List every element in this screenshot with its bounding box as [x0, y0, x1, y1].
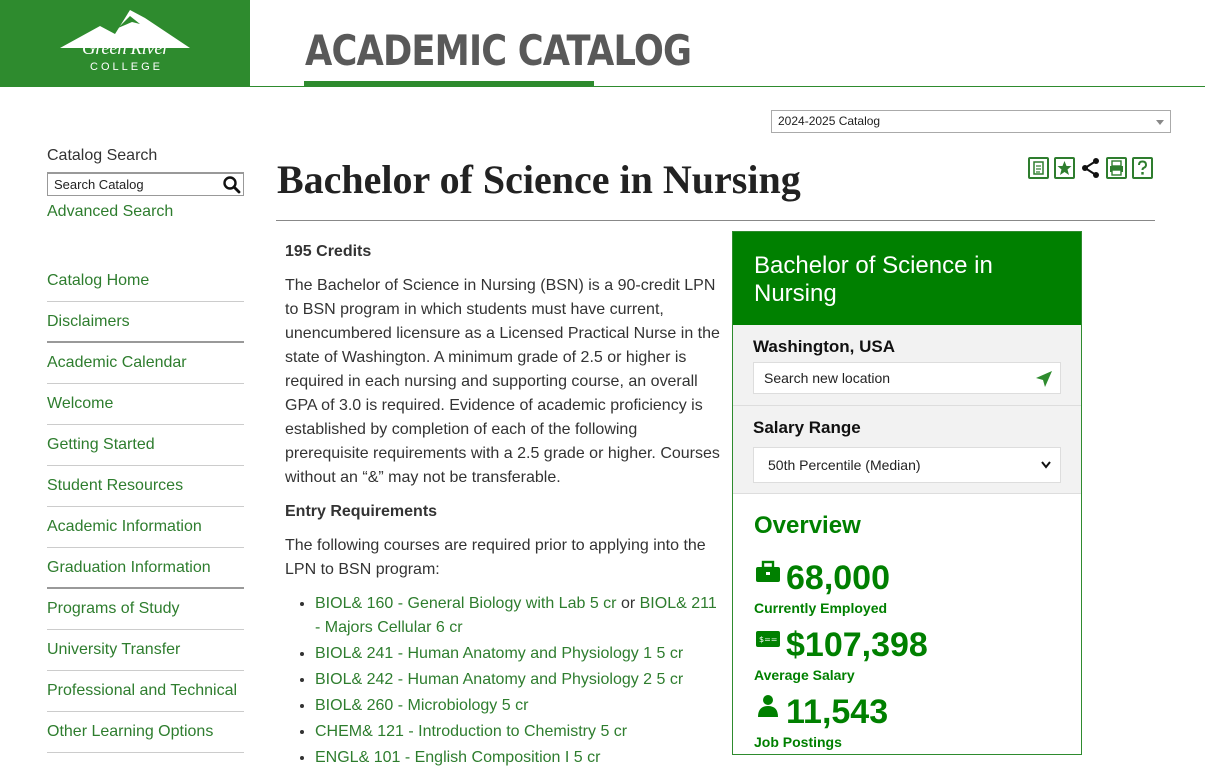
- site-header: [0, 0, 1205, 87]
- program-description: The Bachelor of Science in Nursing (BSN) is a 90-credit LPN to BSN program in which students must have current, unencumbered licensure as a Licensed Practical Nurse in the state of Washington. A minimum grade of 2.5 or higher is required in each nursing and supporting course, an overall GPA of 3.0 is required. Evidence of academic proficiency is established by completion of each of the following prerequisite requirements with a 2.5 grade or higher. Courses without an “&” may not be transferable.: [285, 277, 720, 486]
- stat-label: Currently Employed: [754, 600, 888, 616]
- advanced-search-link[interactable]: Advanced Search: [47, 203, 174, 220]
- course-link[interactable]: BIOL& 211 - Majors Cellular 6 cr: [315, 595, 717, 636]
- overview-title: Overview: [754, 512, 861, 539]
- help-button[interactable]: [1132, 157, 1153, 179]
- course-link[interactable]: BIOL& 260 - Microbiology 5 cr: [315, 697, 529, 714]
- share-icon: [1081, 157, 1101, 179]
- program-credits: 195 Credits: [285, 243, 372, 260]
- svg-text:$==: $==: [759, 635, 778, 644]
- sidebar-item-other-learning-options[interactable]: Other Learning Options: [47, 712, 244, 753]
- course-or: or: [616, 595, 640, 612]
- stat-value: 11,543: [786, 693, 889, 731]
- clipboard-icon: [1031, 160, 1046, 176]
- catalog-search-input[interactable]: [47, 172, 244, 196]
- sidebar: [47, 146, 244, 753]
- course-link[interactable]: BIOL& 242 - Human Anatomy and Physiology 2 5 cr: [315, 671, 684, 688]
- location-label: Washington, USA: [753, 337, 895, 356]
- add-to-portfolio-button[interactable]: [1028, 157, 1049, 179]
- list-item: [315, 668, 720, 692]
- stat-employed: [754, 542, 1061, 616]
- course-link[interactable]: BIOL& 160 - General Biology with Lab 5 cr: [315, 595, 617, 612]
- salary-range-label: Salary Range: [753, 418, 861, 437]
- course-link[interactable]: CHEM& 121 - Introduction to Chemistry 5 cr: [315, 723, 628, 740]
- entry-requirements-text: The following courses are required prior to applying into the LPN to BSN program:: [285, 537, 706, 578]
- course-list: [285, 592, 720, 770]
- salary-percentile-select[interactable]: [753, 447, 1061, 483]
- stat-label: Average Salary: [754, 667, 855, 683]
- list-item: [315, 642, 720, 666]
- entry-requirements-heading: Entry Requirements: [285, 503, 438, 520]
- list-item: [315, 746, 720, 770]
- search-placeholder: Search Catalog: [54, 177, 144, 192]
- briefcase-icon: [755, 560, 781, 584]
- help-icon: [1135, 160, 1150, 176]
- sidebar-item-disclaimers[interactable]: Disclaimers: [47, 302, 244, 343]
- stat-label: Job Postings: [754, 734, 842, 750]
- catalog-year-value: 2024-2025 Catalog: [778, 114, 881, 128]
- sidebar-item-graduation-information[interactable]: Graduation Information: [47, 548, 244, 589]
- catalog-search-label: Catalog Search: [47, 147, 158, 164]
- print-button[interactable]: [1106, 157, 1127, 179]
- college-logo[interactable]: [0, 0, 250, 87]
- favorite-button[interactable]: [1054, 157, 1075, 179]
- panel-title: Bachelor of Science in Nursing: [733, 232, 1081, 325]
- sidebar-item-student-resources[interactable]: Student Resources: [47, 466, 244, 507]
- list-item: [315, 694, 720, 718]
- location-section: [733, 325, 1081, 406]
- salary-percentile-value: 50th Percentile (Median): [768, 457, 921, 473]
- career-outlook-panel: [732, 231, 1082, 755]
- location-search-input[interactable]: [753, 362, 1061, 394]
- overview-section: [733, 494, 1081, 750]
- catalog-year-select[interactable]: [771, 110, 1171, 133]
- stat-value: 68,000: [786, 559, 890, 597]
- print-icon: [1109, 160, 1124, 176]
- sidebar-item-academic-information[interactable]: Academic Information: [47, 507, 244, 548]
- course-link[interactable]: BIOL& 241 - Human Anatomy and Physiology 1 5 cr: [315, 645, 684, 662]
- stat-postings: [754, 676, 1061, 750]
- stat-value: $107,398: [786, 626, 928, 664]
- share-button[interactable]: [1081, 157, 1101, 179]
- search-icon[interactable]: [222, 175, 242, 194]
- page-title: Bachelor of Science in Nursing: [277, 157, 801, 202]
- title-divider: [276, 220, 1155, 221]
- chevron-down-icon: [1156, 120, 1164, 125]
- person-icon: [755, 694, 781, 718]
- salary-section: [733, 406, 1081, 494]
- list-item: [315, 720, 720, 744]
- sidebar-item-welcome[interactable]: Welcome: [47, 384, 244, 425]
- money-icon: [755, 627, 781, 651]
- list-item: [315, 592, 720, 640]
- sidebar-item-professional-technical[interactable]: Professional and Technical: [47, 671, 244, 712]
- site-title-underline: [304, 81, 594, 87]
- logo-subtext: COLLEGE: [90, 61, 163, 73]
- sidebar-item-getting-started[interactable]: Getting Started: [47, 425, 244, 466]
- logo-wordmark: Green River: [82, 38, 170, 59]
- location-arrow-icon[interactable]: [1034, 369, 1054, 389]
- sidebar-item-programs-of-study[interactable]: Programs of Study: [47, 589, 244, 630]
- sidebar-item-catalog-home[interactable]: Catalog Home: [47, 266, 244, 302]
- stat-salary: [754, 609, 1061, 683]
- star-icon: [1057, 160, 1072, 176]
- location-placeholder: Search new location: [764, 370, 891, 386]
- course-link[interactable]: ENGL& 101 - English Composition I 5 cr: [315, 749, 601, 766]
- sidebar-item-university-transfer[interactable]: University Transfer: [47, 630, 244, 671]
- sidebar-nav: [47, 266, 244, 753]
- program-content: [285, 240, 720, 772]
- site-title[interactable]: ACADEMIC CATALOG: [305, 26, 692, 75]
- sidebar-item-academic-calendar[interactable]: Academic Calendar: [47, 343, 244, 384]
- chevron-down-icon: [1040, 448, 1052, 482]
